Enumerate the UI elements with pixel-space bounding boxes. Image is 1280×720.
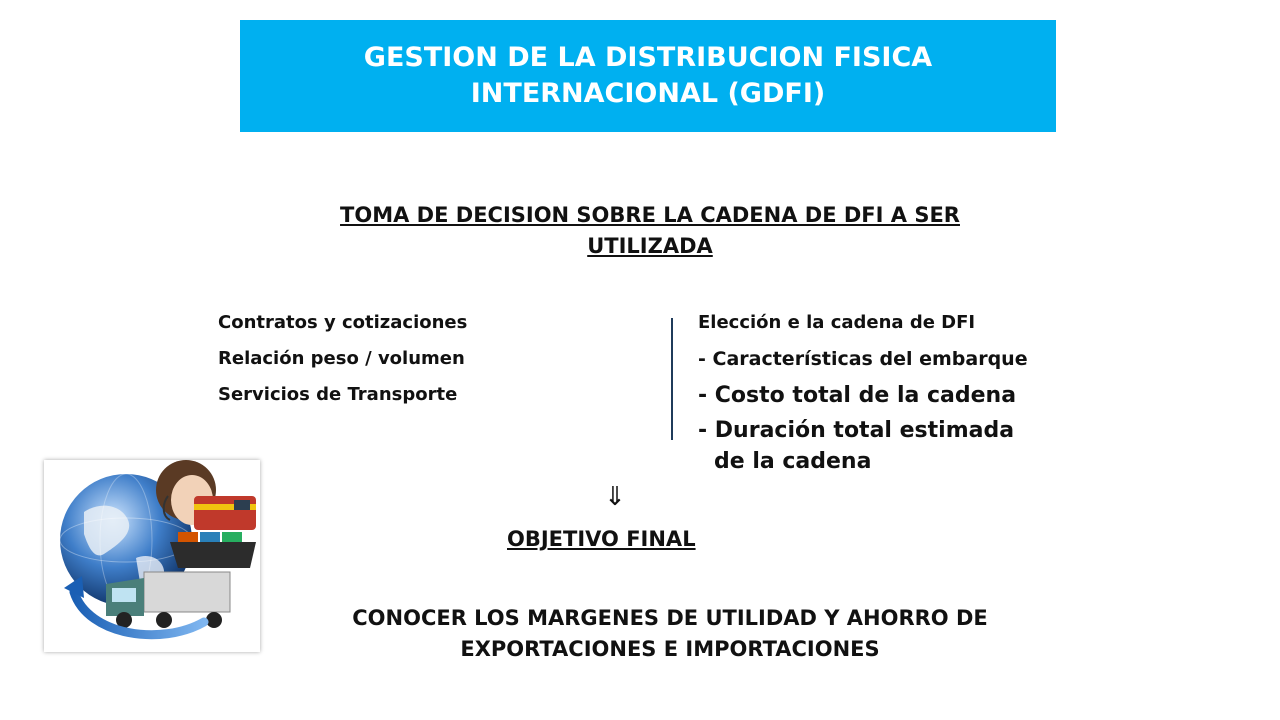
right-item-duracion-line-2: de la cadena <box>714 449 872 474</box>
left-factor-list <box>218 305 467 413</box>
conclusion-text <box>280 603 1060 665</box>
page-title <box>364 40 932 112</box>
ship-icon <box>170 532 256 568</box>
section-heading-line-2: UTILIZADA <box>587 234 713 258</box>
title-banner <box>240 20 1056 132</box>
right-heading: Elección e la cadena de DFI <box>698 312 976 333</box>
right-item-caracteristicas: - Características del embarque <box>698 348 1028 370</box>
train-icon <box>194 496 256 530</box>
right-item-costo: - Costo total de la cadena <box>698 383 1017 408</box>
right-item-duracion-line-1: - Duración total estimada <box>698 418 1015 443</box>
down-arrow-icon: ⇓ <box>604 482 626 512</box>
objective-label: OBJETIVO FINAL <box>507 527 696 551</box>
logistics-illustration <box>44 460 260 652</box>
section-heading <box>250 200 1050 262</box>
right-factor-list <box>698 305 1028 477</box>
title-line-2: INTERNACIONAL (GDFI) <box>470 78 826 109</box>
conclusion-line-2: EXPORTACIONES E IMPORTACIONES <box>460 637 880 661</box>
vertical-divider <box>671 318 673 440</box>
left-item-servicios: Servicios de Transporte <box>218 384 458 405</box>
title-line-1: GESTION DE LA DISTRIBUCION FISICA <box>363 42 933 73</box>
right-item-duracion <box>698 415 1028 477</box>
logistics-image <box>44 460 260 652</box>
left-item-relacion: Relación peso / volumen <box>218 348 465 369</box>
left-item-contratos: Contratos y cotizaciones <box>218 312 468 333</box>
section-heading-line-1: TOMA DE DECISION SOBRE LA CADENA DE DFI A SER <box>340 203 960 227</box>
conclusion-line-1: CONOCER LOS MARGENES DE UTILIDAD Y AHORRO DE <box>352 606 988 630</box>
